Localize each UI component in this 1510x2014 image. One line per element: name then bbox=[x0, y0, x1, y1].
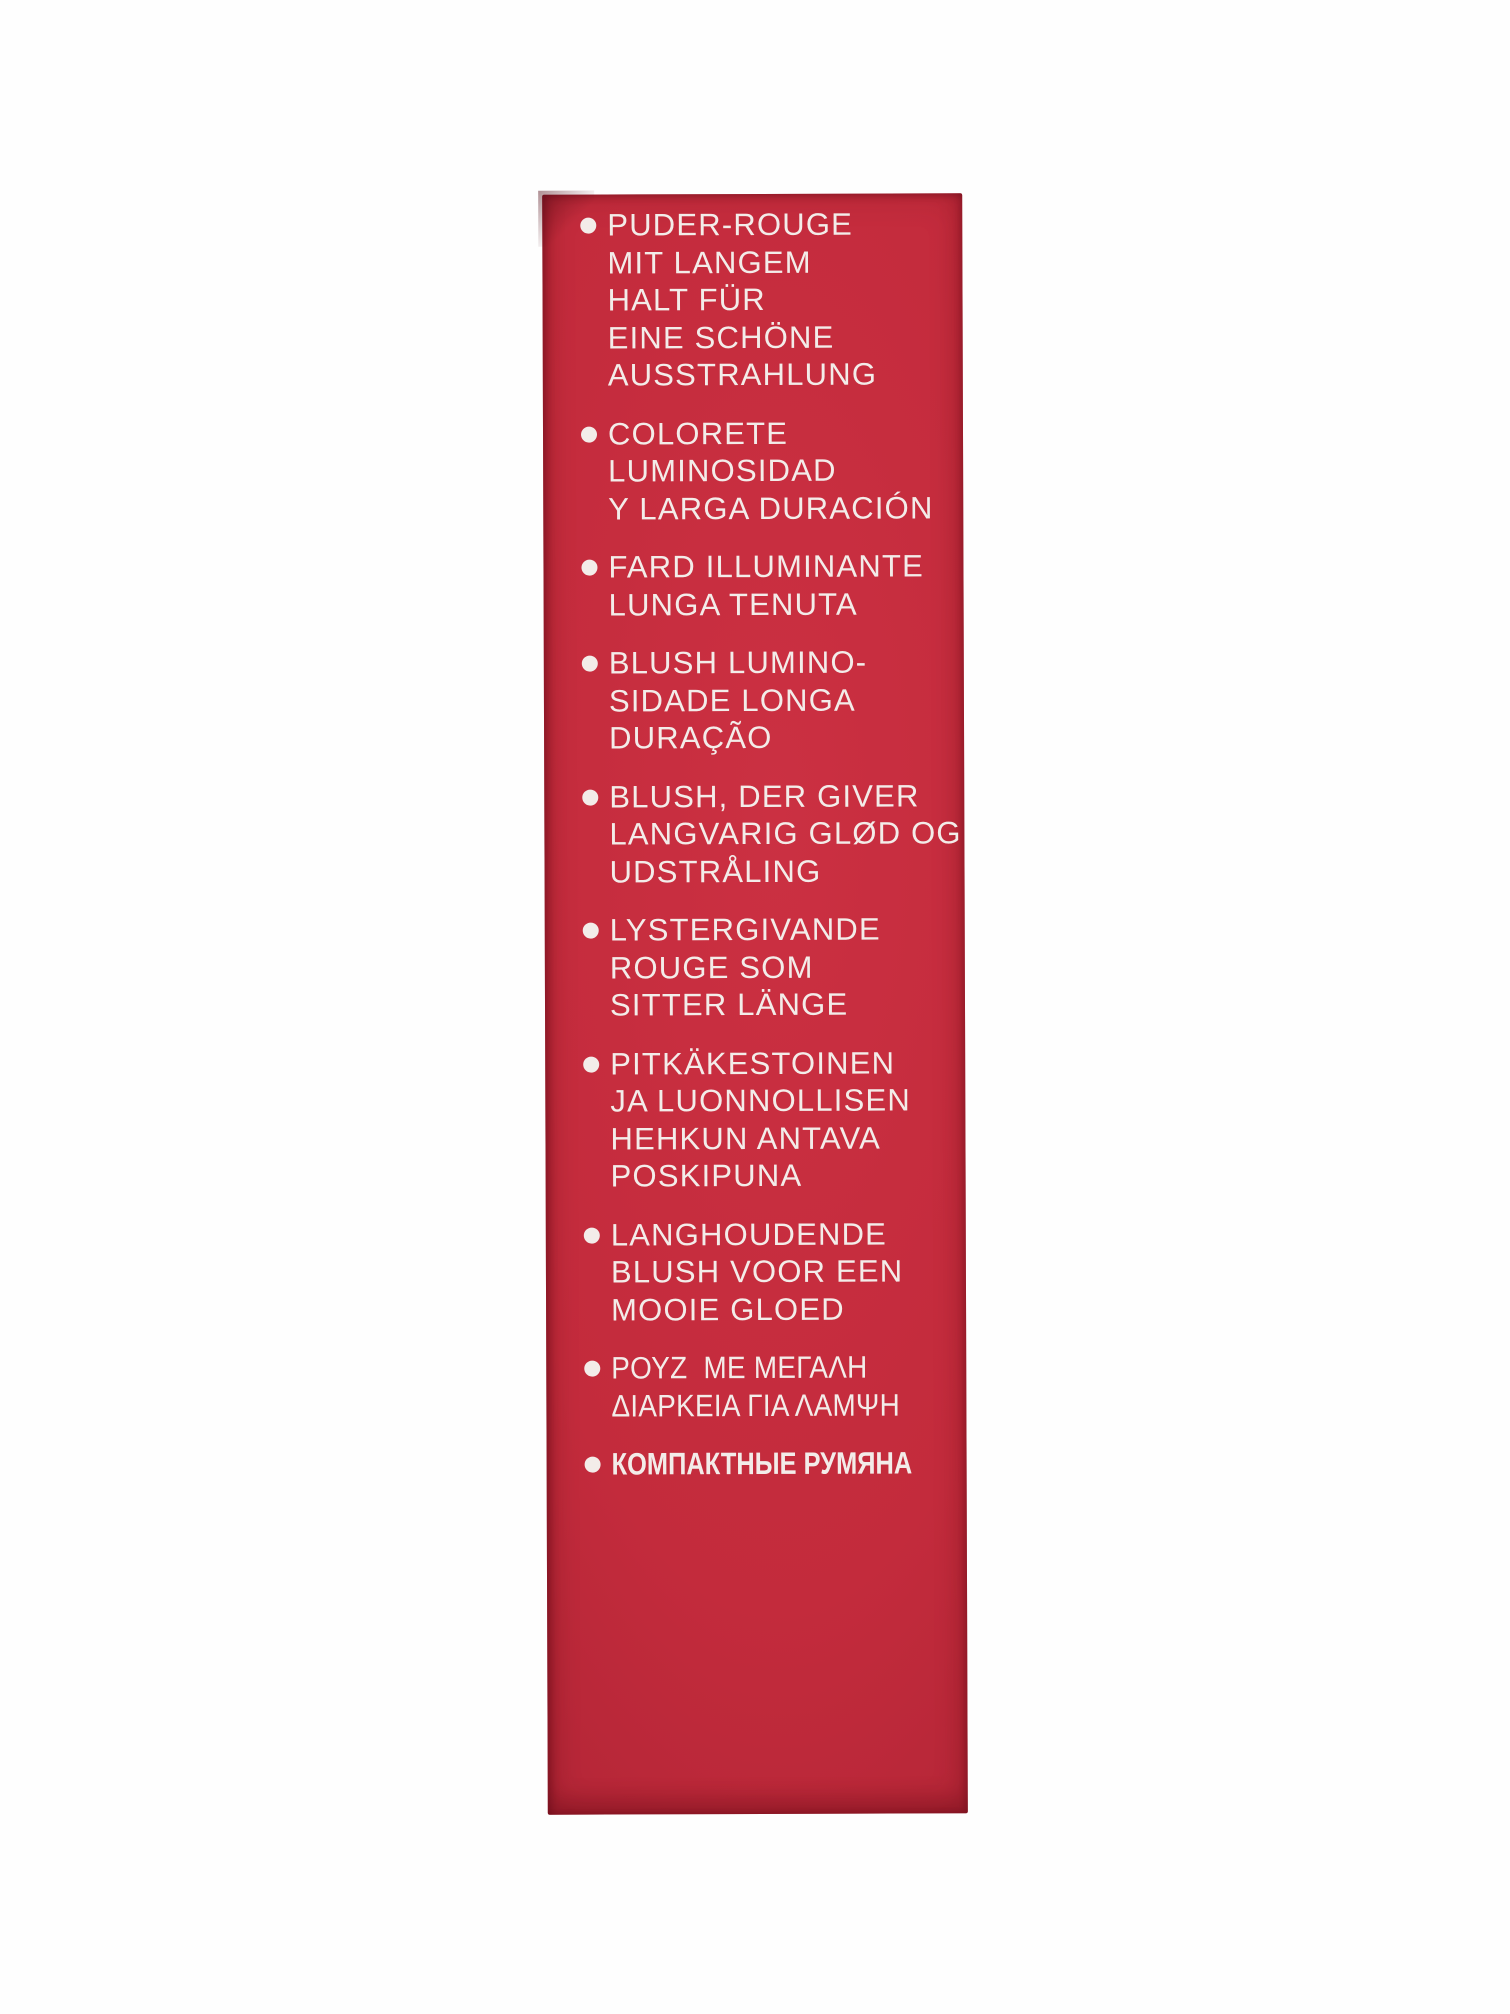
bullet-text-line: HEHKUN ANTAVA bbox=[610, 1120, 882, 1157]
bullet-text-block bbox=[608, 414, 934, 528]
multilingual-bullet-list bbox=[542, 193, 966, 1483]
bullet-text-line: ΔΙΑΡΚΕΙΑ ΓΙΑ ΛΑΜΨΗ bbox=[611, 1386, 901, 1424]
bullet-dot-icon bbox=[583, 1056, 599, 1072]
bullet-text-line: LANGVARIG GLØD OG bbox=[609, 815, 962, 852]
bullet-item bbox=[580, 205, 951, 394]
bullet-item bbox=[584, 1348, 954, 1424]
bullet-text-line: SIDADE LONGA bbox=[608, 682, 856, 719]
bullet-text-line: AUSSTRAHLUNG bbox=[607, 356, 878, 393]
bullet-dot-icon bbox=[582, 789, 598, 805]
bullet-dot-icon bbox=[581, 560, 597, 576]
bullet-text-line: POSKIPUNA bbox=[610, 1157, 803, 1194]
bullet-text-line: КОМПАКТНЫЕ РУМЯНА bbox=[611, 1445, 913, 1482]
bullet-text-line: LUMINOSIDAD bbox=[608, 452, 837, 489]
bullet-text-line: COLORETE bbox=[607, 415, 789, 452]
bullet-text-block bbox=[611, 1215, 904, 1329]
bullet-item bbox=[581, 414, 951, 528]
bullet-text-line: LANGHOUDENDE bbox=[610, 1216, 888, 1253]
bullet-text-block bbox=[610, 1044, 911, 1195]
bullet-text-line: SITTER LÄNGE bbox=[609, 986, 849, 1023]
bullet-text-line: EINE SCHÖNE bbox=[607, 319, 835, 356]
bullet-text-line: JA LUONNOLLISEN bbox=[610, 1082, 911, 1119]
bullet-text-line: HALT FÜR bbox=[607, 281, 766, 318]
bullet-text-line: MIT LANGEM bbox=[607, 244, 812, 281]
bullet-text-block bbox=[607, 206, 877, 394]
bullet-item bbox=[585, 1444, 955, 1483]
bullet-dot-icon bbox=[583, 923, 599, 939]
bullet-text-line: UDSTRÅLING bbox=[609, 853, 822, 890]
bullet-text-line: Y LARGA DURACIÓN bbox=[608, 489, 934, 527]
bullet-text-line: BLUSH, DER GIVER bbox=[609, 777, 920, 815]
bullet-text-line: BLUSH VOOR EEN bbox=[610, 1253, 904, 1290]
bullet-dot-icon bbox=[582, 656, 598, 672]
bullet-text-line: BLUSH LUMINO- bbox=[608, 644, 868, 681]
bullet-item bbox=[581, 547, 951, 623]
bullet-item bbox=[584, 1215, 954, 1329]
bullet-item bbox=[582, 777, 962, 891]
bullet-dot-icon bbox=[585, 1457, 601, 1473]
bullet-text-line: PITKÄKESTOINEN bbox=[610, 1045, 896, 1082]
bullet-text-line: MOOIE GLOED bbox=[611, 1291, 845, 1328]
bullet-text-line: FARD ILLUMINANTE bbox=[608, 548, 925, 585]
bullet-text-line: LUNGA TENUTA bbox=[608, 586, 858, 623]
bullet-item bbox=[582, 643, 952, 757]
bullet-text-line: ROUGE SOM bbox=[609, 949, 814, 986]
bullet-item bbox=[583, 910, 953, 1024]
bullet-dot-icon bbox=[581, 426, 597, 442]
bullet-text-line: ΡΟΥΖ ΜΕ ΜΕΓΑΛΗ bbox=[611, 1349, 868, 1386]
bullet-text-line: PUDER-ROUGE bbox=[607, 206, 854, 243]
bullet-text-block bbox=[609, 777, 962, 891]
bullet-text-block bbox=[610, 911, 882, 1024]
product-box-side-panel bbox=[542, 193, 968, 1814]
bullet-item bbox=[583, 1044, 954, 1195]
bullet-text-block bbox=[611, 1348, 932, 1424]
bullet-text-block bbox=[608, 547, 924, 623]
bullet-text-line: DURAÇÃO bbox=[609, 719, 773, 756]
bullet-text-block bbox=[609, 644, 868, 757]
bullet-text-block bbox=[612, 1444, 955, 1483]
bullet-text-line: LYSTERGIVANDE bbox=[609, 911, 881, 948]
bullet-dot-icon bbox=[584, 1227, 600, 1243]
bullet-dot-icon bbox=[584, 1361, 600, 1377]
bullet-dot-icon bbox=[580, 218, 596, 234]
